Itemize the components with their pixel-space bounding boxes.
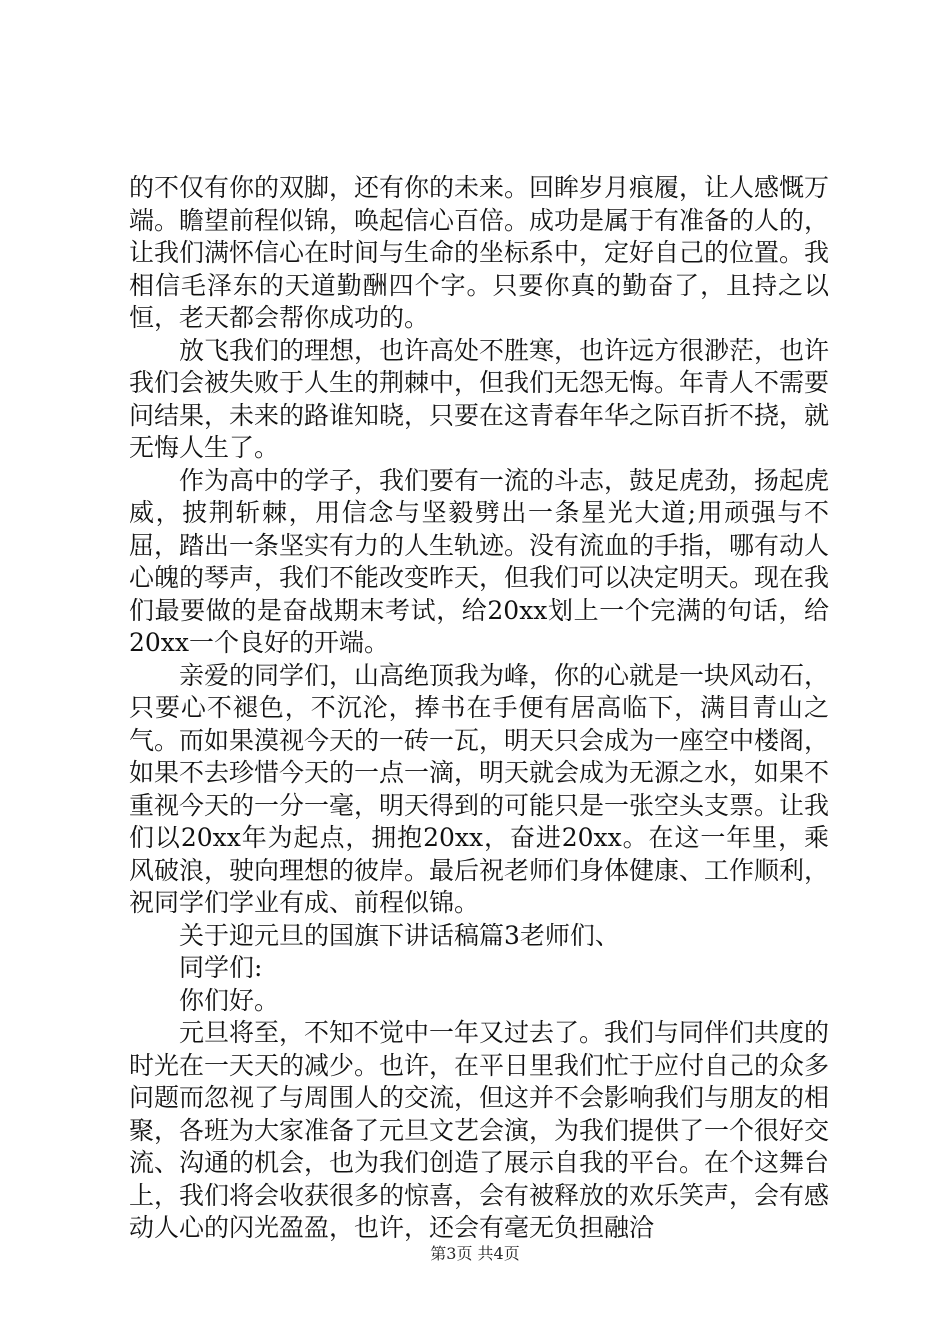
greeting-paragraph: 你们好。	[179, 985, 280, 1015]
salutation-paragraph: 同学们:	[179, 953, 263, 982]
paragraph-4: 亲爱的同学们，山高绝顶我为峰，你的心就是一块风动石，只要心不褪色，不沉沦，捧书在手便有居高临下，满目青山之气。而如果漠视今天的一砖一瓦，明天只会成为一座空中楼阁，如果不去珍惜今天的一点一滴，明天就会成为无源之水，如果不重视今天的一分一毫，明天得到的可能只是一张空头支票。让我们以20xx年为起点，拥抱20xx，奋进20xx。在这一年里，乘风破浪，驶向理想的彼岸。最后祝老师们身体健康、工作顺利，祝同学们学业有成、前程似锦。	[129, 660, 830, 917]
paragraph-2: 放飞我们的理想，也许高处不胜寒，也许远方很渺茫，也许我们会被失败于人生的荆棘中，但我们无怨无悔。年青人不需要问结果，未来的路谁知晓，只要在这青春年华之际百折不挠，就无悔人生了。	[129, 335, 830, 462]
page-number-footer: 第3页 共4页	[430, 1244, 520, 1263]
paragraph-8: 元旦将至，不知不觉中一年又过去了。我们与同伴们共度的时光在一天天的减少。也许，在平日里我们忙于应付自己的众多问题而忽视了与周围人的交流，但这并不会影响我们与朋友的相聚，各班为大家准备了元旦文艺会演，为我们提供了一个很好交流、沟通的机会，也为我们创造了展示自我的平台。在个这舞台上，我们将会收获很多的惊喜，会有被释放的欢乐笑声，会有感动人心的闪光盈盈，也许，还会有毫无负担融洽	[129, 1018, 830, 1242]
section-heading-paragraph: 关于迎元旦的国旗下讲话稿篇3老师们、	[179, 920, 620, 950]
paragraph-3: 作为高中的学子，我们要有一流的斗志，鼓足虎劲，扬起虎威，披荆斩棘，用信念与坚毅劈出一条星光大道;用顽强与不屈，踏出一条坚实有力的人生轨迹。没有流血的手指，哪有动人心魄的琴声，我们不能改变昨天，但我们可以决定明天。现在我们最要做的是奋战期末考试，给20xx划上一个完满的句话，给20xx一个良好的开端。	[129, 465, 830, 657]
paragraph-1: 的不仅有你的双脚，还有你的未来。回眸岁月痕履，让人感慨万端。瞻望前程似锦，唤起信心百倍。成功是属于有准备的人的，让我们满怀信心在时间与生命的坐标系中，定好自己的位置。我相信毛泽东的天道勤酬四个字。只要你真的勤奋了，且持之以恒，老天都会帮你成功的。	[129, 173, 830, 332]
document-body	[129, 172, 829, 1245]
